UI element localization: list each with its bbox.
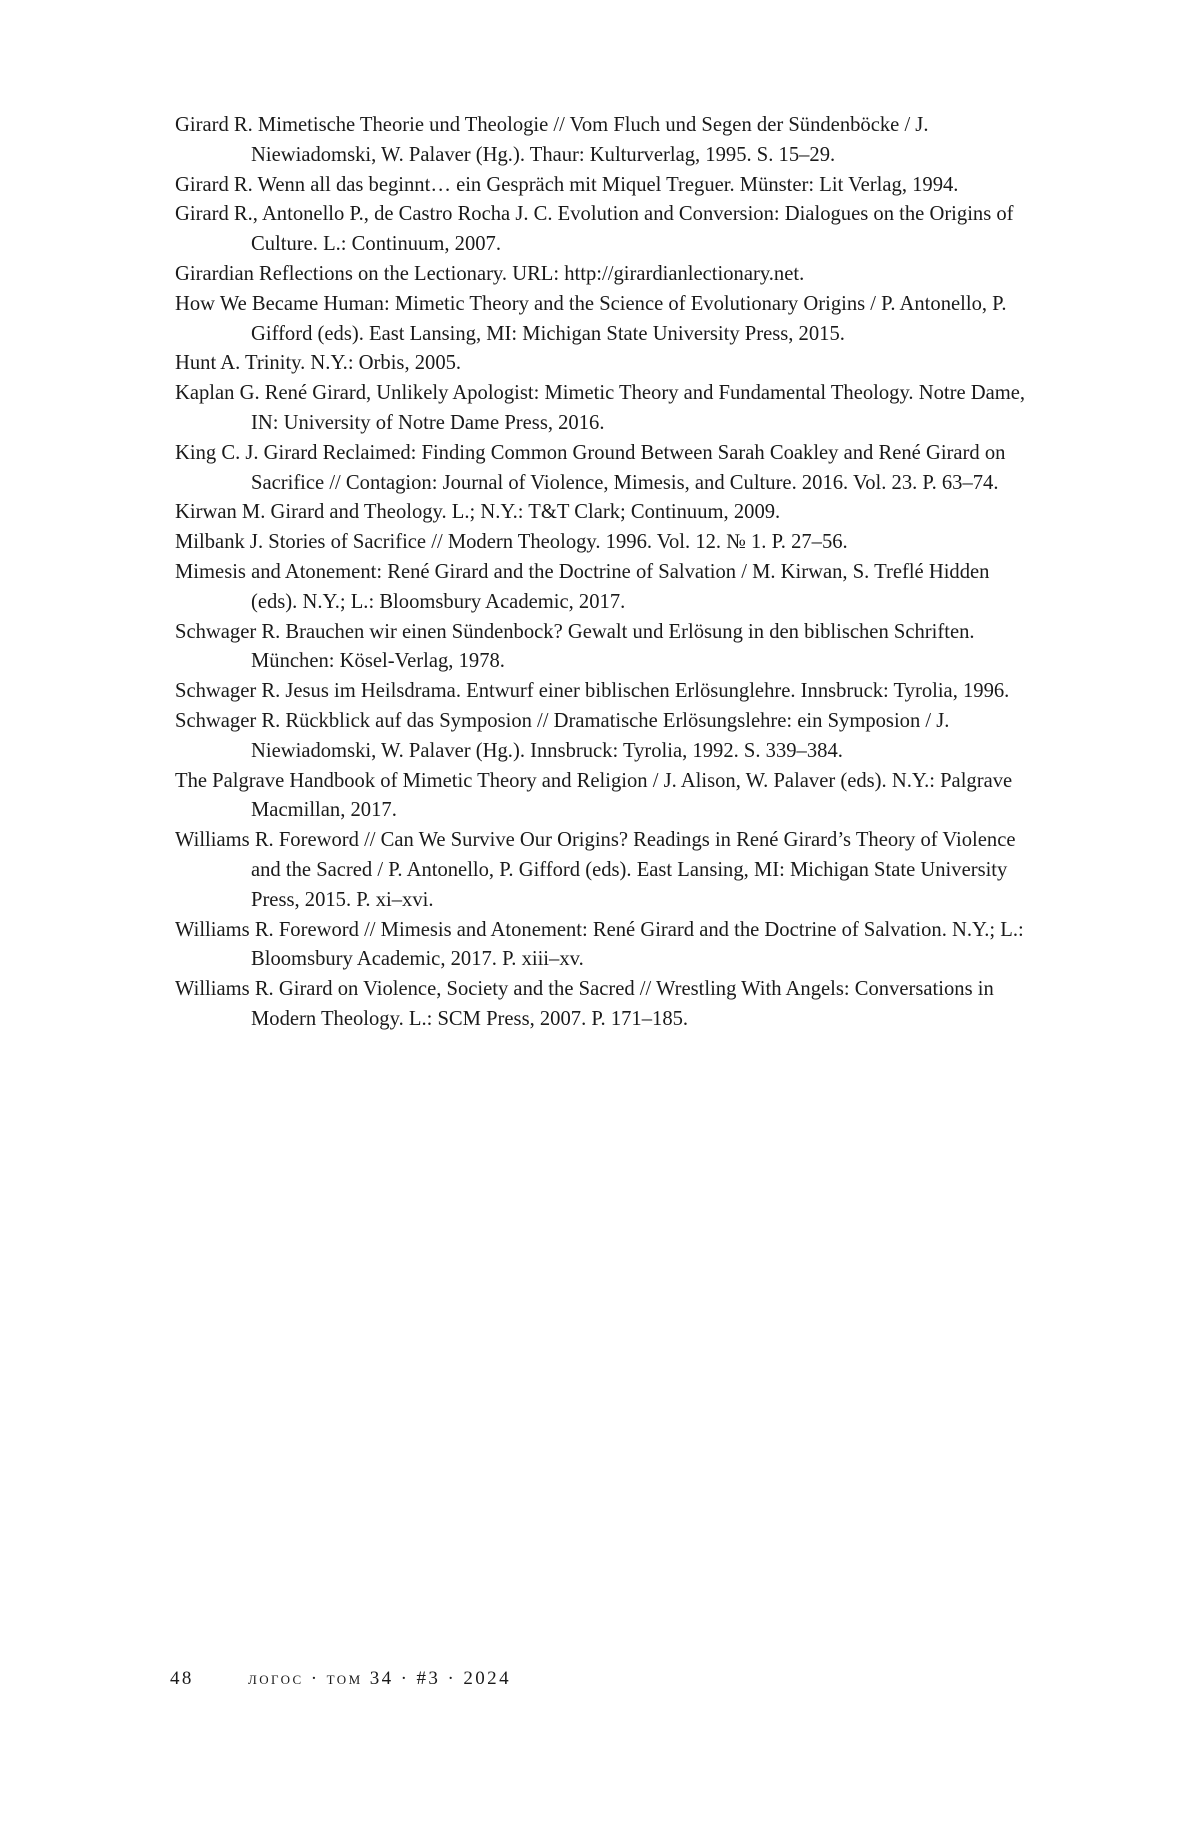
bibliography-entry: The Palgrave Handbook of Mimetic Theory and Religion / J. Alison, W. Palaver (eds). N.Y.: Palgrave Macmillan, 2017. [175,769,1013,822]
bibliography-entry: Girard R. Mimetische Theorie und Theologie // Vom Fluch und Segen der Sündenböcke / J. Niewiadomski, W. Palaver (Hg.). Thaur: Kulturverlag, 1995. S. 15–29. [175,114,929,166]
bibliography-entry: Williams R. Foreword // Mimesis and Atonement: René Girard and the Doctrine of Salvation. N.Y.; L.: Bloomsbury Academic, 2017. P. xiii–xv. [175,918,1024,971]
bibliography-entry: King C. J. Girard Reclaimed: Finding Common Ground Between Sarah Coakley and René Girard on Sacrifice // Contagion: Journal of Violence, Mimesis, and Culture. 2016. Vol. 23. P. 63–74. [175,441,1006,494]
bibliography-entry: Schwager R. Jesus im Heilsdrama. Entwurf einer biblischen Erlösunglehre. Innsbruck: Tyrolia, 1996. [175,680,1010,703]
bibliography-entry: Mimesis and Atonement: René Girard and the Doctrine of Salvation / M. Kirwan, S. Treflé Hidden (eds). N.Y.; L.: Bloomsbury Academic, 2017. [175,560,990,613]
bibliography-entry: Williams R. Foreword // Can We Survive Our Origins? Readings in René Girard’s Theory of Violence and the Sacred / P. Antonello, P. Gifford (eds). East Lansing, MI: Michigan State University Press, 2015. P. xi–xvi. [175,829,1016,911]
bibliography-entry: Girard R. Wenn all das beginnt… ein Gespräch mit Miquel Treguer. Münster: Lit Verlag, 1994. [175,173,959,196]
bibliography-entry: Schwager R. Rückblick auf das Symposion // Dramatische Erlösungslehre: ein Symposion / J. Niewiadomski, W. Palaver (Hg.). Innsbruck: Tyrolia, 1992. S. 339–384. [175,709,950,762]
running-head: логос · том 34 · #3 · 2024 [248,1668,511,1689]
bibliography-entry: Kaplan G. René Girard, Unlikely Apologist: Mimetic Theory and Fundamental Theology. Notre Dame, IN: University of Notre Dame Press, 2016. [175,382,1026,434]
bibliography-entry: How We Became Human: Mimetic Theory and the Science of Evolutionary Origins / P. Antonello, P. Gifford (eds). East Lansing, MI: Michigan State University Press, 2015. [175,292,1007,345]
bibliography-entry: Girard R., Antonello P., de Castro Rocha J. C. Evolution and Conversion: Dialogues on the Origins of Culture. L.: Continuum, 2007. [175,203,1014,256]
bibliography-entry: Girardian Reflections on the Lectionary. URL: http://girardianlectionary.net. [175,262,805,285]
bibliography-list [175,111,1027,1035]
bibliography-entry: Milbank J. Stories of Sacrifice // Modern Theology. 1996. Vol. 12. № 1. P. 27–56. [175,531,848,554]
bibliography-entry: Kirwan M. Girard and Theology. L.; N.Y.: T&T Clark; Continuum, 2009. [175,501,781,524]
bibliography-entry: Hunt A. Trinity. N.Y.: Orbis, 2005. [175,352,462,375]
page-number: 48 [170,1668,194,1689]
bibliography-entry: Schwager R. Brauchen wir einen Sündenbock? Gewalt und Erlösung in den biblischen Schriften. München: Kösel-Verlag, 1978. [175,620,975,673]
bibliography-entry: Williams R. Girard on Violence, Society and the Sacred // Wrestling With Angels: Conversations in Modern Theology. L.: SCM Press, 2007. P. 171–185. [175,978,994,1030]
page-footer [170,1668,511,1690]
